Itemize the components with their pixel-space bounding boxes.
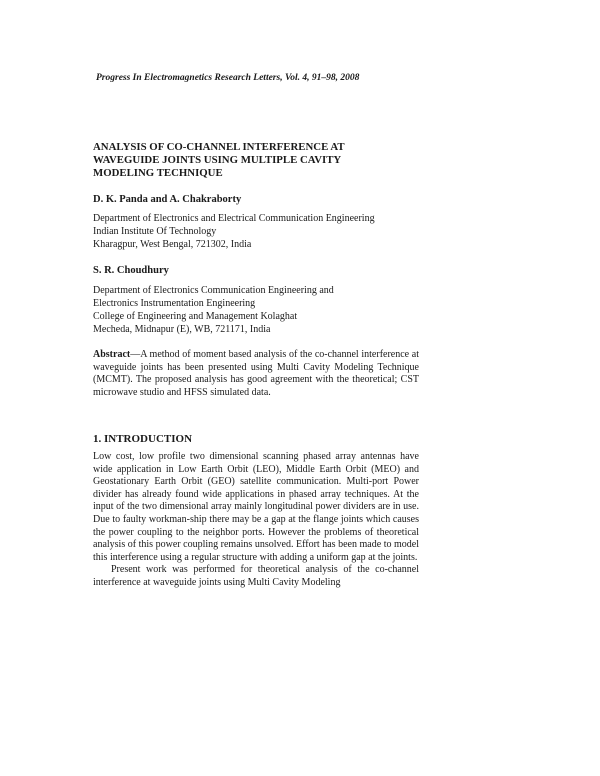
affiliation-line: Mecheda, Midnapur (E), WB, 721171, India — [93, 324, 271, 335]
affiliation-line: Department of Electronics and Electrical Communication Engineering — [93, 213, 375, 224]
intro-paragraph-1: Low cost, low profile two dimensional scanning phased array antennas have wide application in Low Earth Orbit (LEO), Middle Earth Orbit (MEO) and Geostationary Earth Orbit (GEO) satellite communication. Multi-port Power divider has already found wide applications in phased array techniques. At the input of the two dimensional array mainly longitudinal power dividers are in use. Due to faulty workman-ship there may be a gap at the flange joints which causes the power coupling to the neighbor ports. However the problems of theoretical analysis of this power coupling remains unsolved. Effort has been made to model this interference using a regular structure with adding a uniform gap at the joints. — [93, 451, 419, 563]
journal-citation: Progress In Electromagnetics Research Letters, Vol. 4, 91–98, 2008 — [96, 73, 360, 83]
affiliation-line: Electronics Instrumentation Engineering — [93, 298, 256, 309]
title-line: ANALYSIS OF CO-CHANNEL INTERFERENCE AT — [93, 141, 345, 153]
affiliation-2 — [93, 284, 473, 336]
affiliation-line: Department of Electronics Communication Engineering and — [93, 285, 334, 296]
abstract-label: Abstract — [93, 349, 131, 360]
affiliation-line: Kharagpur, West Bengal, 721302, India — [93, 239, 252, 250]
affiliation-line: College of Engineering and Management Kolaghat — [93, 311, 298, 322]
affiliation-line: Indian Institute Of Technology — [93, 226, 217, 237]
paper-title — [93, 141, 473, 180]
abstract — [93, 349, 419, 399]
author-names-2: S. R. Choudhury — [93, 265, 169, 276]
section-heading-introduction: 1. INTRODUCTION — [93, 433, 193, 445]
abstract-text: —A method of moment based analysis of the co-channel interference at waveguide joints has been presented using Multi Cavity Modeling Technique (MCMT). The proposed analysis has good agreement with the theoretical; CST microwave studio and HFSS simulated data. — [93, 349, 419, 398]
introduction-body — [93, 451, 419, 590]
author-names-1: D. K. Panda and A. Chakraborty — [93, 194, 242, 205]
title-line: MODELING TECHNIQUE — [93, 167, 223, 179]
affiliation-1 — [93, 212, 473, 251]
title-line: WAVEGUIDE JOINTS USING MULTIPLE CAVITY — [93, 154, 342, 166]
intro-paragraph-2: Present work was performed for theoretical analysis of the co-channel interference at waveguide joints using Multi Cavity Modeling — [93, 564, 419, 588]
